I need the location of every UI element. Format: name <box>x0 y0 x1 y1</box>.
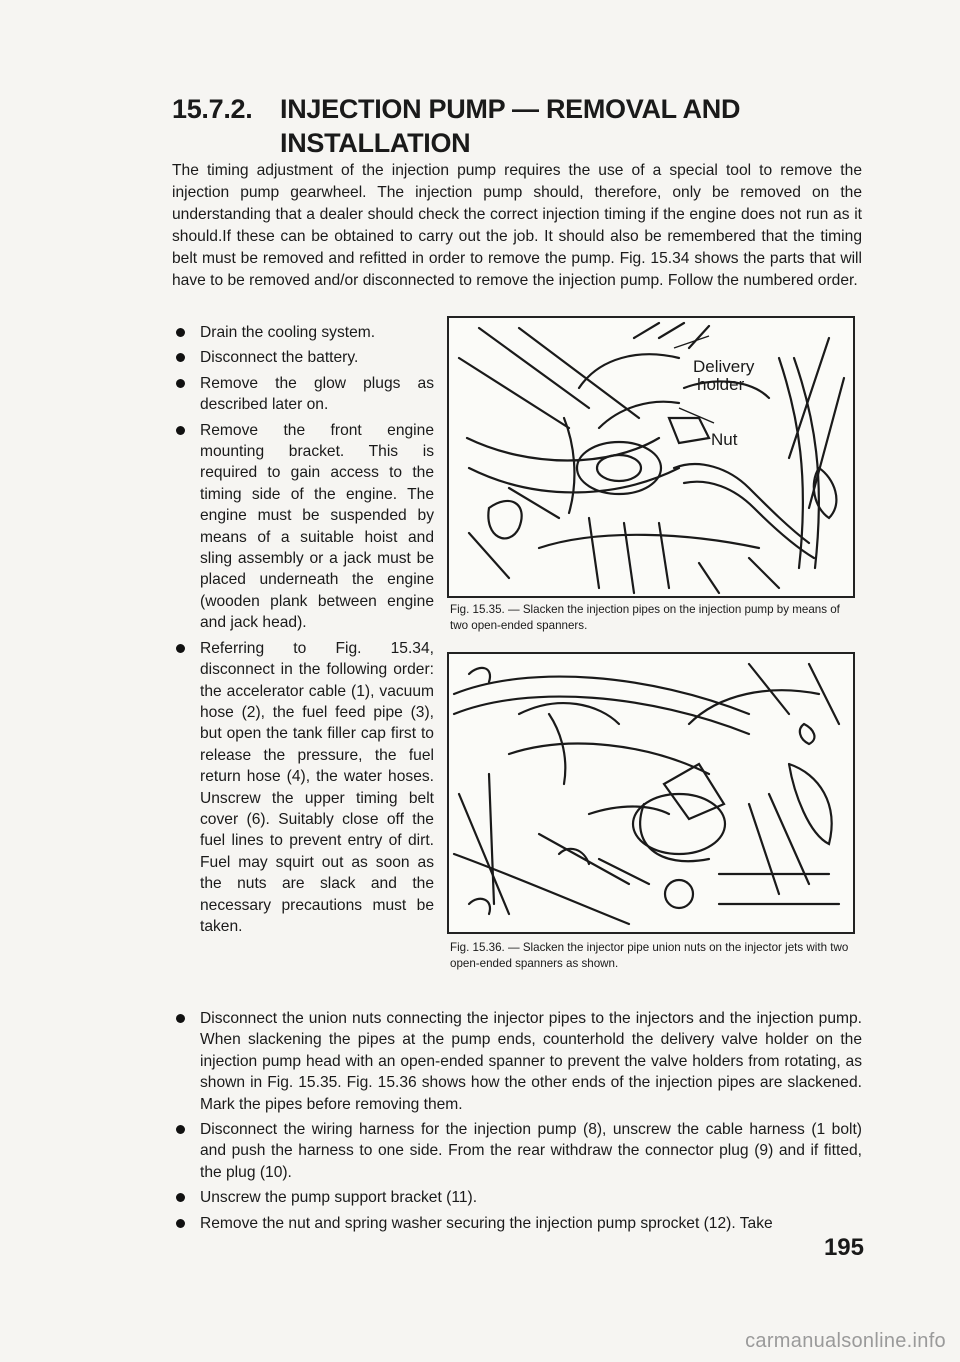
figure-caption: Fig. 15.35. — Slacken the injection pipes on the injection pump by means of two open-ended spanners. <box>450 603 840 632</box>
bullet-item: Disconnect the battery. <box>172 347 434 368</box>
bullet-item: Remove the front engine mounting bracket. This is required to gain access to the timing side of the engine. The engine must be suspended by means of a suitable hoist and sling assembly or a jack must be placed underneath the engine (wooden plank between engine and jack head). <box>172 420 434 634</box>
intro-paragraph: The timing adjustment of the injection pump requires the use of a special tool to remove the injection pump gearwheel. The injection pump should, therefore, only be removed on the understanding that a dealer should check the correct injection timing if the engine does not run as it should.If these can be obtained to carry out the job. It should also be remembered that the timing belt must be removed and refitted in order to remove the pump. Fig. 15.34 shows the parts that will have to be removed and/or disconnected to remove the injection pump. Follow the numbered order. <box>172 162 862 289</box>
label-delivery: Delivery <box>693 357 755 376</box>
bullet-item: Disconnect the union nuts connecting the injector pipes to the injectors and the injection pump. When slackening the pipes at the pump ends, counterhold the delivery valve holder on the injection pump head with an open-ended spanner to prevent the valve holders from rotating, as shown in Fig. 15.35. Fig. 15.36 shows how the other ends of the injection pipes are slackened. Mark the pipes before removing them. <box>172 1008 862 1115</box>
injection-pump-illustration <box>449 318 853 596</box>
injector-union-illustration <box>449 654 853 932</box>
bullet-item: Remove the glow plugs as described later on. <box>172 373 434 416</box>
section-title-line2: INSTALLATION <box>280 128 471 158</box>
figure-15-35 <box>447 316 855 598</box>
section-title-line1: INJECTION PUMP — REMOVAL AND <box>280 94 741 124</box>
bullet-item: Unscrew the pump support bracket (11). <box>172 1187 862 1208</box>
page-number: 195 <box>823 1234 864 1261</box>
watermark: carmanualsonline.info <box>745 1330 946 1352</box>
bullet-item: Remove the nut and spring washer securing the injection pump sprocket (12). Take <box>172 1213 862 1234</box>
bullet-item: Disconnect the wiring harness for the injection pump (8), unscrew the cable harness (1 bolt) and push the harness to one side. From the rear withdraw the connector plug (9) and if fitted, the plug (10). <box>172 1119 862 1183</box>
bullet-item: Drain the cooling system. <box>172 322 434 343</box>
label-holder: holder <box>697 375 745 394</box>
bullet-item: Referring to Fig. 15.34, disconnect in the following order: the accelerator cable (1), vacuum hose (2), the fuel feed pipe (3), but open the tank filler cap first to release the pressure, the fuel return hose (4), the water hoses. Unscrew the upper timing belt cover (6). Suitably close off the fuel lines to prevent entry of dirt. Fuel may squirt out as soon as the nuts are slack and the necessary precautions must be taken. <box>172 638 434 938</box>
figure-15-36 <box>447 652 855 934</box>
section-number: 15.7.2. <box>172 94 253 124</box>
section-heading <box>172 92 812 160</box>
full-width-bullet-list <box>172 1008 862 1238</box>
left-bullet-list <box>172 322 434 941</box>
figure-caption: Fig. 15.36. — Slacken the injector pipe union nuts on the injector jets with two open-ended spanners as shown. <box>450 941 849 970</box>
label-nut: Nut <box>711 430 738 449</box>
